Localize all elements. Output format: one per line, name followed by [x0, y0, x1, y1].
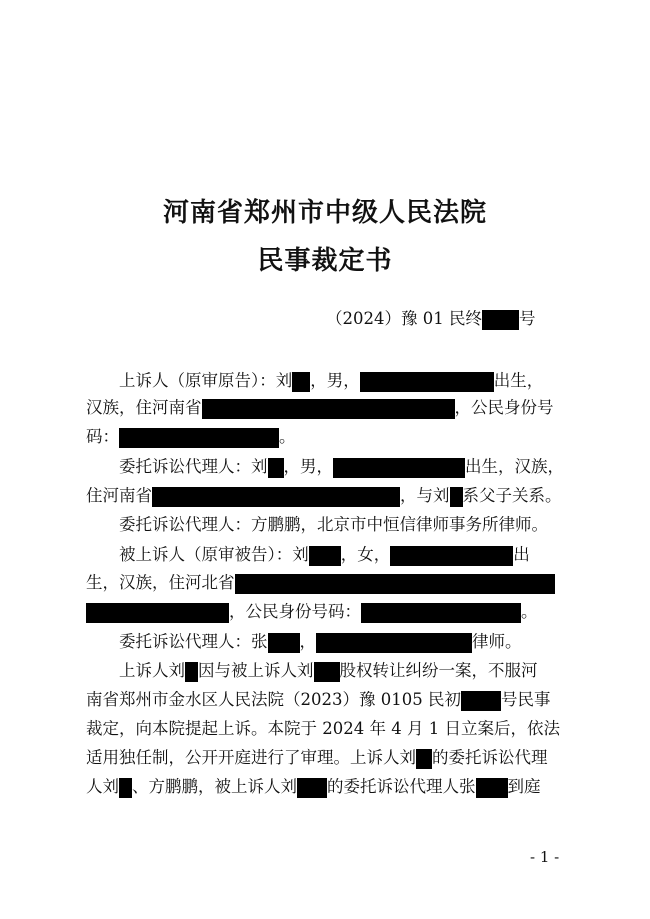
- text-span: ，公民身份号码：: [229, 602, 361, 621]
- redaction-block: [316, 633, 472, 653]
- text-span: 出生，汉族，: [465, 457, 564, 476]
- text-span: 。: [279, 427, 296, 446]
- text-span: 适用独任制，公开开庭进行了审理。上诉人刘: [86, 748, 416, 767]
- redaction-block: [119, 428, 279, 448]
- redaction-block: [476, 778, 508, 798]
- text-line: [86, 602, 538, 623]
- redaction-block: [86, 603, 229, 623]
- text-span: 南省郑州市金水区人民法院（2023）豫 0105 民初: [86, 690, 461, 709]
- redaction-block: [309, 546, 341, 566]
- redaction-block: [119, 778, 132, 798]
- document-type-title: 民事裁定书: [257, 246, 393, 276]
- redaction-block: [292, 372, 310, 392]
- case-number: [326, 309, 535, 330]
- text-span: 的委托诉讼代理人张: [327, 777, 476, 796]
- text-line: [86, 398, 554, 419]
- text-span: 股权转让纠纷一案，不服河: [339, 661, 538, 680]
- text-line: [86, 690, 550, 711]
- text-span: 住河南省: [86, 486, 152, 505]
- redaction-block: [450, 487, 463, 507]
- text-line: [119, 457, 564, 478]
- redaction-block: [482, 310, 519, 330]
- court-title: 河南省郑州市中级人民法院: [162, 198, 487, 228]
- text-line: [119, 661, 538, 682]
- redaction-block: [461, 691, 501, 711]
- text-line: [86, 486, 562, 507]
- text-span: 到庭: [507, 777, 541, 796]
- text-span: 出: [513, 545, 530, 564]
- text-line: 裁定，向本院提起上诉。本院于 2024 年 4 月 1 日立案后，依法: [86, 719, 560, 738]
- case-number-prefix: （2024）豫 01 民终: [326, 309, 482, 328]
- redaction-block: [361, 603, 521, 623]
- text-span: 上诉人刘: [119, 661, 185, 680]
- text-line: [119, 545, 530, 566]
- text-span: 。: [521, 602, 538, 621]
- text-span: ，男，: [310, 371, 360, 390]
- text-span: ，女，: [340, 545, 391, 564]
- text-span: ，男，: [283, 457, 333, 476]
- text-line: [86, 777, 541, 798]
- redaction-block: [360, 372, 494, 392]
- redaction-block: [202, 399, 455, 419]
- text-span: 的委托诉讼代理: [432, 748, 548, 767]
- redaction-block: [268, 633, 300, 653]
- text-span: 人刘: [86, 777, 119, 796]
- text-span: ，公民身份号: [454, 398, 554, 417]
- text-line: [86, 748, 548, 769]
- text-span: 码：: [86, 427, 119, 446]
- text-span: 汉族，住河南省: [86, 398, 202, 417]
- redaction-block: [416, 749, 432, 769]
- text-line: [119, 632, 522, 653]
- text-span: 律师。: [472, 632, 522, 651]
- text-span: 被上诉人（原审被告）：刘: [119, 545, 309, 564]
- text-span: 号民事: [500, 690, 551, 709]
- redaction-block: [297, 778, 327, 798]
- text-line: 委托诉讼代理人：方鹏鹏，北京市中恒信律师事务所律师。: [119, 515, 548, 534]
- text-span: ，: [299, 632, 316, 651]
- text-span: 系父子关系。: [462, 486, 562, 505]
- redaction-block: [152, 487, 400, 507]
- text-span: 出生，: [493, 371, 544, 390]
- text-span: 委托诉讼代理人：张: [119, 632, 268, 651]
- redaction-block: [314, 662, 340, 682]
- text-span: 、方鹏鹏，被上诉人刘: [132, 777, 297, 796]
- text-span: 生，汉族，住河北省: [86, 573, 235, 592]
- redaction-block: [268, 458, 284, 478]
- redaction-block: [390, 546, 513, 566]
- text-line: [119, 371, 543, 392]
- text-span: ，与刘: [400, 486, 450, 505]
- text-line: [86, 427, 296, 448]
- redaction-block: [235, 574, 555, 594]
- text-line: [86, 573, 555, 594]
- text-span: 委托诉讼代理人：刘: [119, 457, 268, 476]
- redaction-block: [333, 458, 465, 478]
- page-number: - 1 -: [530, 848, 560, 866]
- text-span: 上诉人（原审原告）：刘: [119, 371, 293, 390]
- text-span: 因与被上诉人刘: [198, 661, 314, 680]
- redaction-block: [185, 662, 198, 682]
- case-number-suffix: 号: [518, 309, 536, 328]
